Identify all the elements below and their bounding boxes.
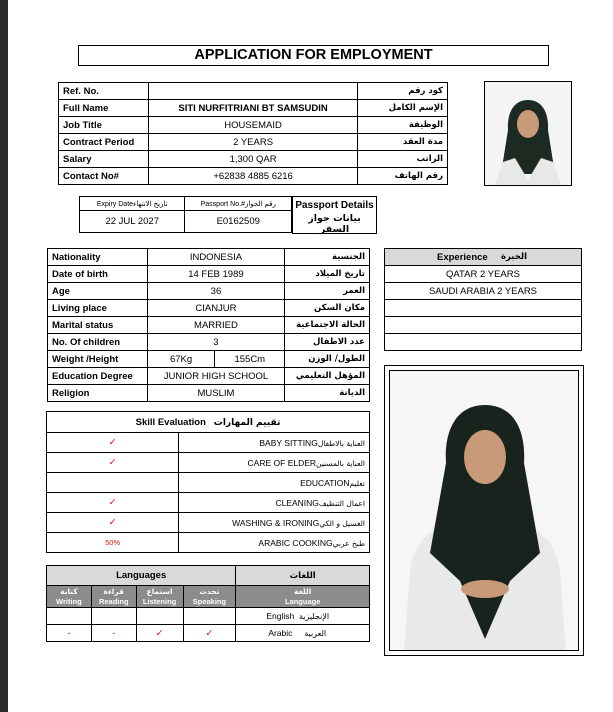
- skill-mark: ✓: [47, 433, 179, 453]
- skill-name-ar: اعمال التنظيف: [318, 498, 365, 508]
- personal-label: Education Degree: [48, 368, 148, 385]
- table-row: [47, 473, 370, 493]
- personal-label: Date of birth: [48, 266, 148, 283]
- personal-label-ar: العمر: [285, 283, 370, 300]
- skill-name: WASHING & IRONING: [232, 517, 320, 528]
- table-row: [59, 83, 448, 100]
- personal-value: 36: [147, 283, 284, 300]
- lang-mark: [136, 608, 183, 625]
- personal-value: CIANJUR: [147, 300, 284, 317]
- left-edge-bar: [0, 0, 8, 712]
- lang-col-ar: تحدث: [199, 586, 220, 596]
- skill-name-ar: الغسيل و الكي: [319, 518, 365, 528]
- table-row: [59, 151, 448, 168]
- skill-name-ar: تعليم: [349, 478, 365, 488]
- height-value: 155Cm: [215, 351, 285, 368]
- lang-col-ar: كتابة: [60, 586, 78, 596]
- info-label: Job Title: [59, 117, 149, 134]
- applicant-photo-small: [484, 81, 572, 186]
- experience-item: SAUDI ARABIA 2 YEARS: [385, 283, 582, 300]
- skill-name-ar: العناية بالاطفال: [317, 438, 365, 448]
- info-label: Contract Period: [59, 134, 149, 151]
- skills-title-en: Skill Evaluation: [135, 416, 206, 428]
- skill-item: [179, 453, 370, 473]
- weight-height-label-ar: الطول/ الوزن: [285, 351, 370, 368]
- table-row: [47, 586, 370, 608]
- experience-title-ar: الخبرة: [500, 251, 527, 262]
- skill-item: [179, 473, 370, 493]
- lang-name-en: English: [266, 611, 295, 621]
- lang-col-en: Language: [284, 596, 321, 606]
- skills-header: [47, 412, 370, 433]
- personal-label: Nationality: [48, 249, 148, 266]
- skill-name: CARE OF ELDER: [247, 457, 317, 468]
- table-row: [59, 134, 448, 151]
- info-value: HOUSEMAID: [148, 117, 357, 134]
- languages-title-ar: اللغات: [236, 566, 370, 586]
- applicant-photo-large: [384, 365, 584, 656]
- personal-value: MARRIED: [147, 317, 284, 334]
- personal-label-ar: عدد الاطفال: [285, 334, 370, 351]
- table-row: [47, 533, 370, 553]
- table-row: [48, 351, 370, 368]
- table-row: [48, 266, 370, 283]
- table-row: [59, 100, 448, 117]
- table-row: [385, 266, 582, 283]
- lang-col-ar: اللغة: [294, 586, 312, 596]
- lang-col-writing: [47, 586, 92, 608]
- passport-details-header: [292, 196, 377, 234]
- lang-mark: ✓: [136, 625, 183, 642]
- lang-mark: -: [91, 625, 136, 642]
- table-row: [47, 493, 370, 513]
- lang-col-language: [236, 586, 370, 608]
- info-label: Salary: [59, 151, 149, 168]
- expiry-date-value: 22 JUL 2027: [80, 211, 185, 233]
- passport-details-ar: بيانات جواز السفر: [308, 213, 361, 235]
- table-row: [47, 412, 370, 433]
- personal-label: Marital status: [48, 317, 148, 334]
- skill-name: EDUCATION: [300, 477, 350, 488]
- skill-item: [179, 433, 370, 453]
- table-row: [48, 300, 370, 317]
- lang-col-listening: [136, 586, 183, 608]
- lang-mark: [91, 608, 136, 625]
- personal-value: 14 FEB 1989: [147, 266, 284, 283]
- personal-value: MUSLIM: [147, 385, 284, 402]
- skill-mark: [47, 473, 179, 493]
- lang-col-ar: قراءة: [103, 586, 124, 596]
- personal-value: 3: [147, 334, 284, 351]
- table-row: [47, 625, 370, 642]
- lang-name: [236, 608, 370, 625]
- table-row: [59, 168, 448, 185]
- expiry-date-label: Expiry Dateتاريخ الانتهاء: [80, 197, 185, 211]
- table-row: [48, 283, 370, 300]
- table-row: [80, 197, 292, 211]
- skills-table: [46, 411, 370, 553]
- info-label: Full Name: [59, 100, 149, 117]
- personal-label: Religion: [48, 385, 148, 402]
- table-row: [80, 211, 292, 233]
- personal-label-ar: تاريخ الميلاد: [285, 266, 370, 283]
- personal-label-ar: مكان السكن: [285, 300, 370, 317]
- skill-name-ar: طبخ عربي: [332, 538, 365, 548]
- skills-title-ar: تقييم المهارات: [213, 417, 281, 428]
- languages-title-en: Languages: [47, 566, 236, 586]
- skill-mark: ✓: [47, 453, 179, 473]
- table-row: [385, 334, 582, 351]
- personal-label: Age: [48, 283, 148, 300]
- skill-item: [179, 533, 370, 553]
- lang-col-speaking: [183, 586, 236, 608]
- table-row: [47, 608, 370, 625]
- photo-frame: [389, 370, 579, 651]
- info-value: 1,300 QAR: [148, 151, 357, 168]
- table-row: [48, 385, 370, 402]
- table-row: [59, 117, 448, 134]
- lang-col-en: Listening: [142, 596, 177, 606]
- lang-col-en: Writing: [56, 596, 82, 606]
- info-label-ar: الوظيفة: [358, 117, 448, 134]
- skill-mark: 50%: [47, 533, 179, 553]
- table-row: [48, 334, 370, 351]
- table-row: [48, 249, 370, 266]
- lang-name-en: Arabic: [268, 628, 293, 638]
- lang-mark: ✓: [183, 625, 236, 642]
- table-row: [48, 368, 370, 385]
- skill-name: CLEANING: [275, 497, 319, 508]
- skill-item: [179, 513, 370, 533]
- table-row: [385, 300, 582, 317]
- lang-name-ar: الإنجليزية: [298, 612, 330, 621]
- info-label-ar: رقم الهاتف: [358, 168, 448, 185]
- experience-header: [385, 249, 582, 266]
- table-row: [47, 453, 370, 473]
- info-label: Contact No#: [59, 168, 149, 185]
- info-value: [148, 83, 357, 100]
- lang-name: [236, 625, 370, 642]
- personal-label-ar: الديانة: [285, 385, 370, 402]
- lang-mark: -: [47, 625, 92, 642]
- table-row: [385, 317, 582, 334]
- info-value: +62838 4885 6216: [148, 168, 357, 185]
- personal-label-ar: المؤهل التعليمي: [285, 368, 370, 385]
- lang-col-en: Reading: [98, 596, 129, 606]
- page-title: APPLICATION FOR EMPLOYMENT: [78, 45, 549, 66]
- info-label-ar: كود رقم: [358, 83, 448, 100]
- skill-name: BABY SITTING: [259, 437, 318, 448]
- skill-item: [179, 493, 370, 513]
- table-row: [385, 283, 582, 300]
- lang-col-en: Speaking: [192, 596, 227, 606]
- skill-name: ARABIC COOKING: [258, 537, 333, 548]
- languages-table: [46, 565, 370, 642]
- skill-name-ar: العناية بالمسنين: [316, 458, 365, 468]
- lang-col-ar: استماع: [146, 586, 173, 596]
- table-row: [48, 317, 370, 334]
- experience-table: [384, 248, 582, 351]
- table-row: [47, 566, 370, 586]
- weight-value: 67Kg: [147, 351, 215, 368]
- person-icon: [485, 82, 571, 185]
- info-label-ar: الإسم الكامل: [358, 100, 448, 117]
- passport-table: [79, 196, 292, 233]
- info-label-ar: مدة العقد: [358, 134, 448, 151]
- personal-label: No. Of children: [48, 334, 148, 351]
- skill-mark: ✓: [47, 513, 179, 533]
- passport-number-label: Passport No.#رقم الجواز: [185, 197, 292, 211]
- lang-name-ar: العربية: [304, 629, 327, 638]
- table-row: [47, 433, 370, 453]
- info-label-ar: الراتب: [358, 151, 448, 168]
- info-value: SITI NURFITRIANI BT SAMSUDIN: [148, 100, 357, 117]
- personal-table: [47, 248, 370, 402]
- lang-mark: [183, 608, 236, 625]
- skill-mark: ✓: [47, 493, 179, 513]
- person-icon: [390, 371, 579, 651]
- experience-item: [385, 317, 582, 334]
- table-row: [47, 513, 370, 533]
- personal-label: Living place: [48, 300, 148, 317]
- info-table: [58, 82, 448, 185]
- personal-value: JUNIOR HIGH SCHOOL: [147, 368, 284, 385]
- info-label: Ref. No.: [59, 83, 149, 100]
- lang-mark: [47, 608, 92, 625]
- passport-details-en: Passport Details: [295, 200, 374, 211]
- info-value: 2 YEARS: [148, 134, 357, 151]
- personal-value: INDONESIA: [147, 249, 284, 266]
- weight-height-label: Weight /Height: [48, 351, 148, 368]
- experience-item: QATAR 2 YEARS: [385, 266, 582, 283]
- passport-number-value: E0162509: [185, 211, 292, 233]
- experience-title-en: Experience: [437, 251, 488, 263]
- table-row: [385, 249, 582, 266]
- personal-label-ar: الحالة الاجتماعية: [285, 317, 370, 334]
- personal-label-ar: الجنسية: [285, 249, 370, 266]
- lang-col-reading: [91, 586, 136, 608]
- experience-item: [385, 334, 582, 351]
- experience-item: [385, 300, 582, 317]
